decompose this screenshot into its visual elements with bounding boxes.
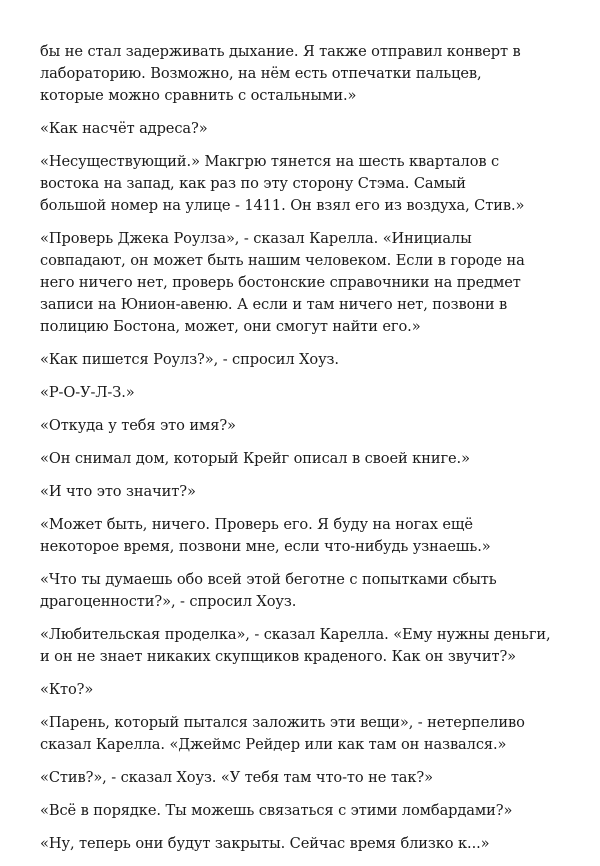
document-page xyxy=(40,41,600,866)
text-line: «Ну, теперь они будут закрыты. Сейчас время близко к...» xyxy=(40,835,490,852)
text-line: драгоценности?», - спросил Хоуз. xyxy=(40,593,297,610)
text-line: него ничего нет, проверь бостонские справочники на предмет xyxy=(40,274,521,291)
text-line: записи на Юнион-авеню. А если и там ничего нет, позвони в xyxy=(40,296,508,313)
text-line: «Несуществующий.» Макгрю тянется на шесть кварталов с xyxy=(40,153,500,170)
text-line: «Как пишется Роулз?», - спросил Хоуз. xyxy=(40,351,339,368)
text-line: «Кто?» xyxy=(40,681,94,698)
paragraph xyxy=(40,679,600,701)
text-line: совпадают, он может быть нашим человеком. Если в городе на xyxy=(40,252,525,269)
text-line: бы не стал задерживать дыхание. Я также отправил конверт в xyxy=(40,43,521,60)
text-line: «Откуда у тебя это имя?» xyxy=(40,417,236,434)
text-line: и он не знает никаких скупщиков краденого. Как он звучит?» xyxy=(40,648,516,665)
paragraph xyxy=(40,767,600,789)
paragraph xyxy=(40,118,600,140)
paragraph xyxy=(40,448,600,470)
text-line: большой номер на улице - 1411. Он взял его из воздуха, Стив.» xyxy=(40,197,525,214)
paragraph xyxy=(40,624,600,668)
text-line: полицию Бостона, может, они смогут найти его.» xyxy=(40,318,421,335)
paragraph xyxy=(40,382,600,404)
paragraph xyxy=(40,800,600,822)
paragraph xyxy=(40,712,600,756)
text-line: «Р-О-У-Л-З.» xyxy=(40,384,135,401)
text-line: востока на запад, как раз по эту сторону Стэма. Самый xyxy=(40,175,466,192)
text-line: «Как насчёт адреса?» xyxy=(40,120,208,137)
text-line: «Любительская проделка», - сказал Карелла. «Ему нужны деньги, xyxy=(40,626,551,643)
text-line: «Проверь Джека Роулза», - сказал Карелла. «Инициалы xyxy=(40,230,472,247)
text-line: сказал Карелла. «Джеймс Рейдер или как там он назвался.» xyxy=(40,736,507,753)
text-line: лабораторию. Возможно, на нём есть отпечатки пальцев, xyxy=(40,65,482,82)
text-line: некоторое время, позвони мне, если что-нибудь узнаешь.» xyxy=(40,538,491,555)
paragraph xyxy=(40,569,600,613)
text-line: «Может быть, ничего. Проверь его. Я буду на ногах ещё xyxy=(40,516,473,533)
text-line: «Что ты думаешь обо всей этой беготне с попытками сбыть xyxy=(40,571,497,588)
text-line: «Стив?», - сказал Хоуз. «У тебя там что-то не так?» xyxy=(40,769,433,786)
text-line: «Парень, который пытался заложить эти вещи», - нетерпеливо xyxy=(40,714,525,731)
text-line: «Всё в порядке. Ты можешь связаться с этими ломбардами?» xyxy=(40,802,513,819)
text-line: «И что это значит?» xyxy=(40,483,196,500)
paragraph xyxy=(40,41,600,107)
paragraph xyxy=(40,151,600,217)
paragraph xyxy=(40,228,600,338)
paragraph xyxy=(40,349,600,371)
text-line: которые можно сравнить с остальными.» xyxy=(40,87,357,104)
paragraph xyxy=(40,481,600,503)
paragraph xyxy=(40,514,600,558)
paragraph xyxy=(40,415,600,437)
text-line: «Он снимал дом, который Крейг описал в своей книге.» xyxy=(40,450,470,467)
